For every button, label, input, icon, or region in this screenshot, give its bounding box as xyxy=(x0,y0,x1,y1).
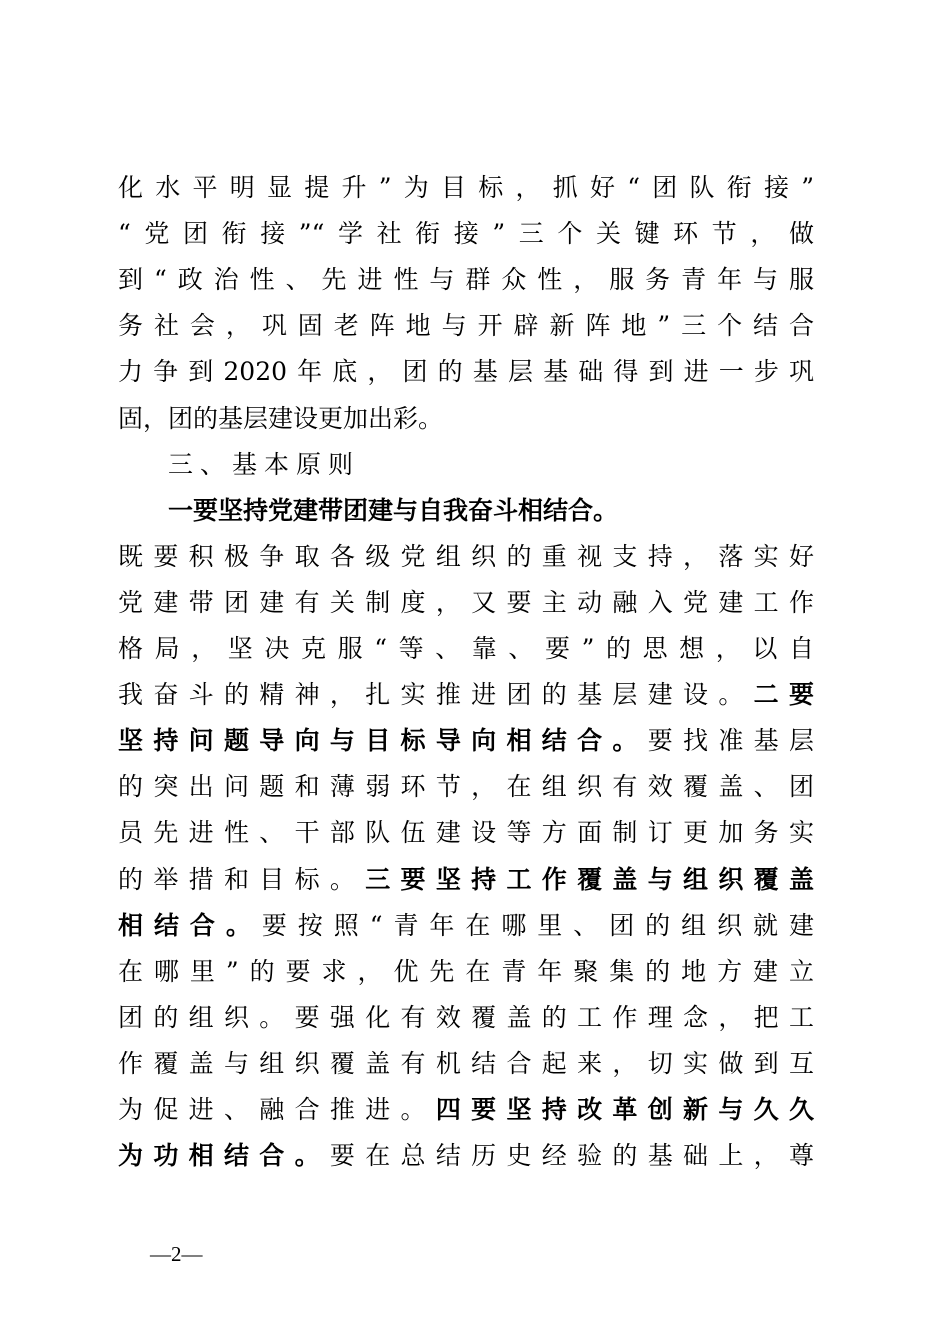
text-line xyxy=(118,1044,814,1084)
text-segment: 员先进性、干部队伍建设等方面制订更加务实 xyxy=(118,818,814,848)
text-line xyxy=(118,1090,814,1130)
text-line xyxy=(118,168,814,208)
text-segment: 我奋斗的精神，扎实推进团的基层建设。 xyxy=(118,680,754,710)
text-line xyxy=(118,906,814,946)
bold-text-segment: 三要坚持工作覆盖与组织覆盖 xyxy=(365,864,814,894)
text-line xyxy=(168,491,814,531)
text-segment: 要在总结历史经验的基础上，尊 xyxy=(329,1141,814,1171)
text-line xyxy=(118,583,814,623)
text-segment: 化水平明显提升”为目标，抓好“团队衔接” xyxy=(118,173,814,202)
text-segment: 作覆盖与组织覆盖有机结合起来，切实做到互 xyxy=(118,1048,814,1078)
text-segment: 格局，坚决克服“等、靠、要”的思想，以自 xyxy=(118,634,814,663)
text-line xyxy=(118,860,814,900)
text-segment: 到“政治性、先进性与群众性，服务青年与服 xyxy=(118,265,814,295)
text-line xyxy=(118,306,814,346)
text-segment: 务社会，巩固老阵地与开辟新阵地”三个结合 xyxy=(118,311,814,341)
text-segment: 团的组织。要强化有效覆盖的工作理念，把工 xyxy=(118,1002,814,1032)
text-segment: “党团衔接”“学社衔接”三个关键环节，做 xyxy=(118,219,814,249)
text-segment: 在哪里”的要求，优先在青年聚集的地方建立 xyxy=(118,956,814,986)
text-line xyxy=(118,721,814,761)
text-segment: 的突出问题和薄弱环节，在组织有效覆盖、团 xyxy=(118,772,814,802)
text-segment: 为促进、融合推进。 xyxy=(118,1095,436,1124)
text-segment: 要找准基层 xyxy=(647,726,814,756)
text-line xyxy=(118,767,814,807)
text-segment: 既要积极争取各级党组织的重视支持，落实好 xyxy=(118,541,814,571)
text-line xyxy=(118,952,814,992)
text-segment: 党建带团建有关制度，又要主动融入党建工作 xyxy=(118,587,814,617)
text-line xyxy=(118,998,814,1038)
text-line xyxy=(118,813,814,853)
text-line xyxy=(118,399,814,439)
bold-text-segment: 二要 xyxy=(753,680,814,710)
bold-text-segment: 坚持问题导向与目标导向相结合。 xyxy=(118,726,648,756)
text-line xyxy=(118,352,814,392)
bold-text-segment: 为功相结合。 xyxy=(118,1141,330,1171)
text-line xyxy=(118,260,814,300)
page-number: —2— xyxy=(150,1242,203,1266)
section-heading xyxy=(168,445,814,485)
text-segment: 固，团的基层建设更加出彩。 xyxy=(118,403,444,433)
text-line xyxy=(118,629,814,669)
text-line xyxy=(118,675,814,715)
bold-text-segment: 四要坚持改革创新与久久 xyxy=(435,1095,814,1124)
text-segment: 的举措和目标。 xyxy=(118,864,366,894)
text-segment: 三、基本原则 xyxy=(168,449,361,479)
text-line xyxy=(118,1136,814,1176)
text-line xyxy=(118,537,814,577)
text-segment: 力争到2020年底，团的基层基础得到进一步巩 xyxy=(118,357,814,387)
bold-text-segment: 一要坚持党建带团建与自我奋斗相结合。 xyxy=(168,495,619,525)
text-segment: 要按照“青年在哪里、团的组织就建 xyxy=(261,910,814,940)
text-line xyxy=(118,214,814,254)
bold-text-segment: 相结合。 xyxy=(118,910,262,940)
